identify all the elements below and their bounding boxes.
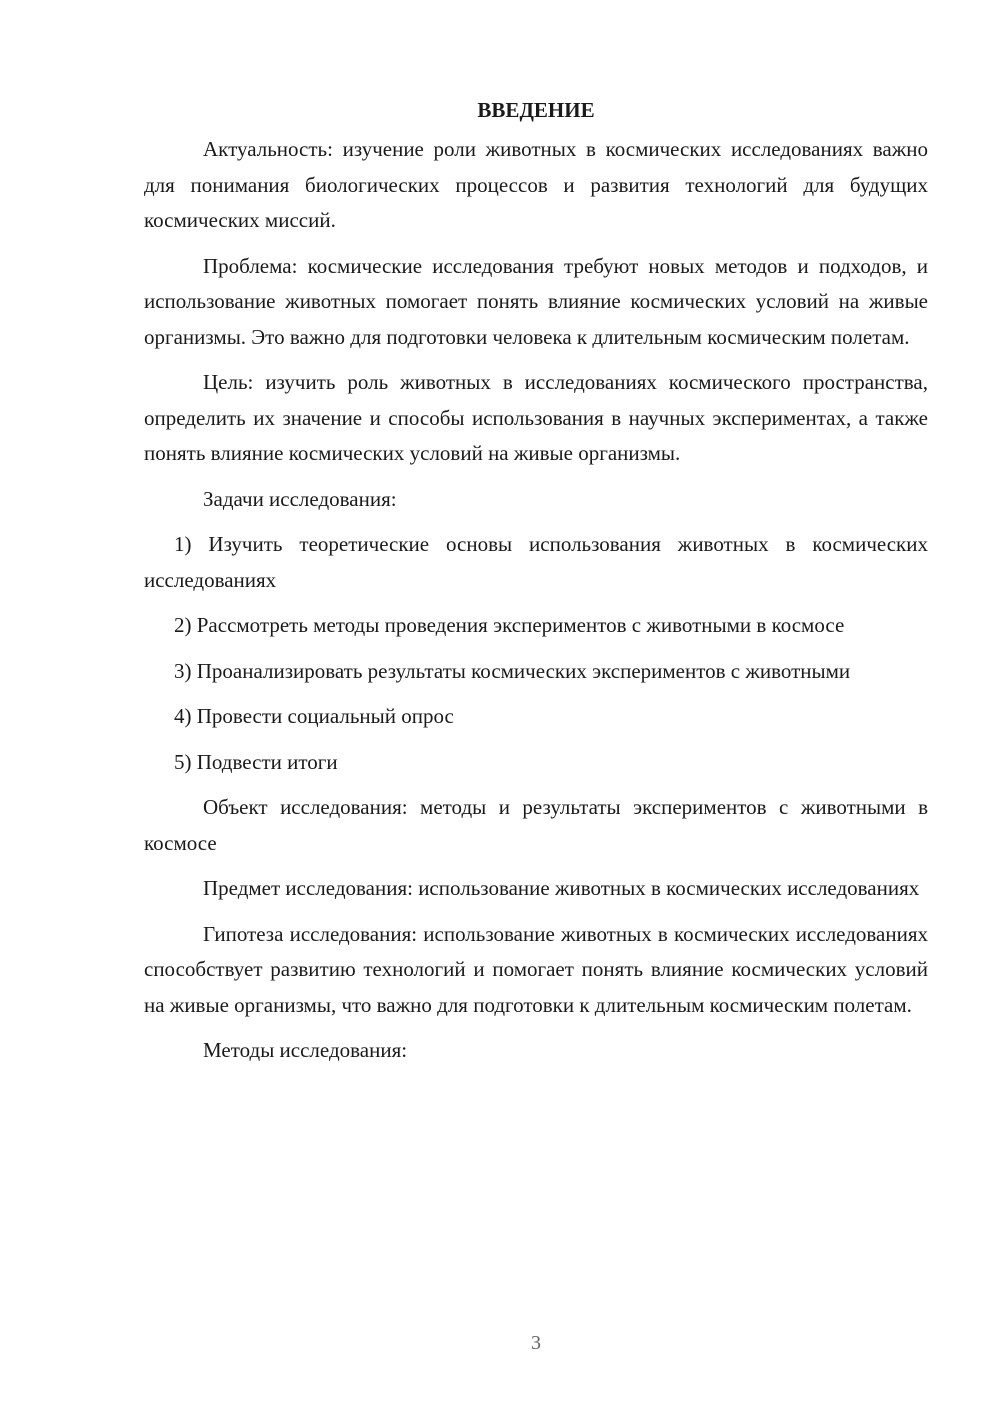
methods-heading: Методы исследования: — [203, 1038, 408, 1062]
object-paragraph: Объект исследования: методы и результаты экспериментов с животными в космосе — [144, 795, 928, 855]
goal-paragraph: Цель: изучить роль животных в исследованиях космического пространства, определить их значение и способы использования в научных экспериментах, а также понять влияние космических условий на живые организмы. — [144, 370, 928, 465]
relevance-paragraph: Актуальность: изучение роли животных в космических исследованиях важно для понимания биологических процессов и развития технологий для будущих космических миссий. — [144, 137, 928, 232]
problem-paragraph: Проблема: космические исследования требуют новых методов и подходов, и использование животных помогает понять влияние космических условий на живые организмы. Это важно для подготовки человека к длительным космическим полетам. — [144, 253, 928, 349]
subject-paragraph: Предмет исследования: использование животных в космических исследованиях — [203, 876, 920, 900]
page-title: ВВЕДЕНИЕ — [477, 98, 595, 122]
task-item-4: 4) Провести социальный опрос — [174, 704, 454, 728]
task-item-5: 5) Подвести итоги — [174, 749, 338, 774]
hypothesis-paragraph: Гипотеза исследования: использование животных в космических исследованиях способствует развитию технологий и помогает понять влияние космических условий на живые организмы, что важно для подготовки к длительным космическим полетам. — [144, 921, 928, 1017]
tasks-heading: Задачи исследования: — [203, 486, 397, 511]
document-page — [144, 92, 928, 1079]
task-item-1: 1) Изучить теоретические основы использования животных в космических исследованиях — [144, 532, 928, 592]
task-item-2: 2) Рассмотреть методы проведения экспериментов с животными в космосе — [174, 613, 845, 637]
task-item-3: 3) Проанализировать результаты космических экспериментов с животными — [174, 658, 851, 683]
page-number: 3 — [531, 1332, 541, 1354]
